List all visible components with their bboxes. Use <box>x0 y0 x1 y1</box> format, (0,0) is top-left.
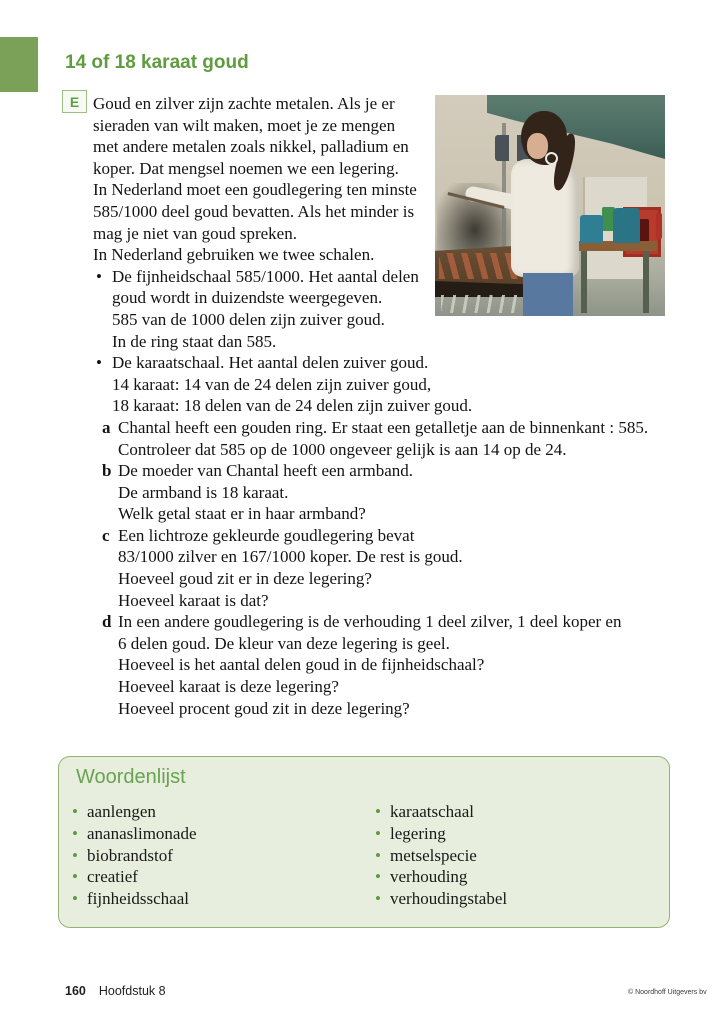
wordlist-item: • aanlengen <box>71 801 197 823</box>
question-text: Hoeveel karaat is dat? <box>118 590 269 610</box>
page-number: 160 <box>65 984 86 998</box>
wordlist-item: • verhoudingstabel <box>374 888 507 910</box>
wordlist-item: • verhouding <box>374 866 507 888</box>
intro-line: Goud en zilver zijn zachte metalen. Als je er <box>93 94 395 113</box>
question-label: a <box>102 417 111 437</box>
question-text: De armband is 18 karaat. <box>118 482 289 502</box>
vise <box>580 215 603 243</box>
wordlist-left-column <box>71 801 197 910</box>
page-title: 14 of 18 karaat goud <box>65 52 249 73</box>
intro-line: met andere metalen zoals nikkel, palladium en <box>93 137 409 157</box>
wordlist-item: • ananaslimonade <box>71 823 197 845</box>
exercise-level-badge: E <box>62 90 87 113</box>
intro-line: mag je niet van goud spreken. <box>93 223 297 243</box>
question-line <box>93 546 687 568</box>
question-text: Een lichtroze gekleurde goudlegering bevat <box>118 525 415 545</box>
question-text: Controleer dat 585 op de 1000 ongeveer gelijk is aan 14 op de 24. <box>118 439 567 459</box>
question-line <box>93 611 687 633</box>
bullet-line: 585 van de 1000 delen zijn zuiver goud. <box>112 309 385 329</box>
question-label: b <box>102 461 112 481</box>
intro-line: In Nederland gebruiken we twee schalen. <box>93 245 375 265</box>
wordlist-title: Woordenlijst <box>76 766 186 788</box>
workshop-photo <box>435 95 665 316</box>
lab-coat <box>511 159 579 277</box>
question-line <box>93 568 687 590</box>
question-line <box>93 590 687 612</box>
question-text: Hoeveel karaat is deze legering? <box>118 677 339 697</box>
wordlist-item: • biobrandstof <box>71 845 197 867</box>
question-text: De moeder van Chantal heeft een armband. <box>118 461 414 481</box>
chapter-label: Hoofdstuk 8 <box>98 984 166 998</box>
question-line <box>93 439 687 461</box>
fire-extinguisher <box>656 213 662 239</box>
intro-line: koper. Dat mengsel noemen we een legering. <box>93 158 399 178</box>
question-text: Hoeveel is het aantal delen goud in de fijnheidschaal? <box>118 655 485 675</box>
intro-line: In Nederland moet een goudlegering ten minste <box>93 180 417 200</box>
bullet-line: • De fijnheidschaal 585/1000. Het aantal delen <box>93 266 687 288</box>
vise <box>613 208 640 243</box>
question-text: Hoeveel goud zit er in deze legering? <box>118 569 372 589</box>
wordlist-right-column <box>374 801 507 910</box>
wordlist-item: • legering <box>374 823 507 845</box>
wordlist-item: • creatief <box>71 866 197 888</box>
question-line <box>93 482 687 504</box>
question-line <box>93 417 687 439</box>
question-line <box>93 525 687 547</box>
footer-left <box>65 984 166 998</box>
question-line <box>93 654 687 676</box>
question-text: In een andere goudlegering is de verhouding 1 deel zilver, 1 deel koper en <box>118 612 622 632</box>
question-text: Hoeveel procent goud zit in deze legering? <box>118 698 410 718</box>
stool-leg <box>643 251 649 313</box>
bullet-line: 14 karaat: 14 van de 24 delen zijn zuiver goud, <box>112 374 432 394</box>
intro-line: 585/1000 deel goud bevatten. Als het minder is <box>93 201 415 221</box>
bullet-line: 18 karaat: 18 delen van de 24 delen zijn zuiver goud. <box>112 396 473 416</box>
question-line <box>93 633 687 655</box>
question-line <box>93 676 687 698</box>
question-label: d <box>102 612 112 632</box>
jeans <box>523 273 573 316</box>
question-label: c <box>102 525 110 545</box>
question-text: 6 delen goud. De kleur van deze legering is geel. <box>118 633 450 653</box>
wordlist-item: • fijnheidsschaal <box>71 888 197 910</box>
wordlist-item: • karaatschaal <box>374 801 507 823</box>
corner-accent-square <box>0 37 38 92</box>
copyright-notice: © Noordhoff Uitgevers bv <box>628 989 707 996</box>
hoop-earring <box>545 152 558 165</box>
question-line <box>93 460 687 482</box>
wordlist-box <box>58 756 670 928</box>
stool-leg <box>581 251 587 313</box>
question-line <box>93 503 687 525</box>
question-line <box>93 698 687 720</box>
wordlist-item: • metselspecie <box>374 845 507 867</box>
bullet-line: goud wordt in duizendste weergegeven. <box>112 288 383 308</box>
intro-line: sieraden van wilt maken, moet je ze mengen <box>93 115 396 135</box>
bullet-line: In de ring staat dan 585. <box>112 331 277 351</box>
question-text: Chantal heeft een gouden ring. Er staat een getalletje aan de binnenkant : 585. <box>118 417 649 437</box>
bullet-line: • De karaatschaal. Het aantal delen zuiver goud. <box>93 352 687 374</box>
question-text: 83/1000 zilver en 167/1000 koper. De rest is goud. <box>118 547 463 567</box>
question-text: Welk getal staat er in haar armband? <box>118 504 366 524</box>
